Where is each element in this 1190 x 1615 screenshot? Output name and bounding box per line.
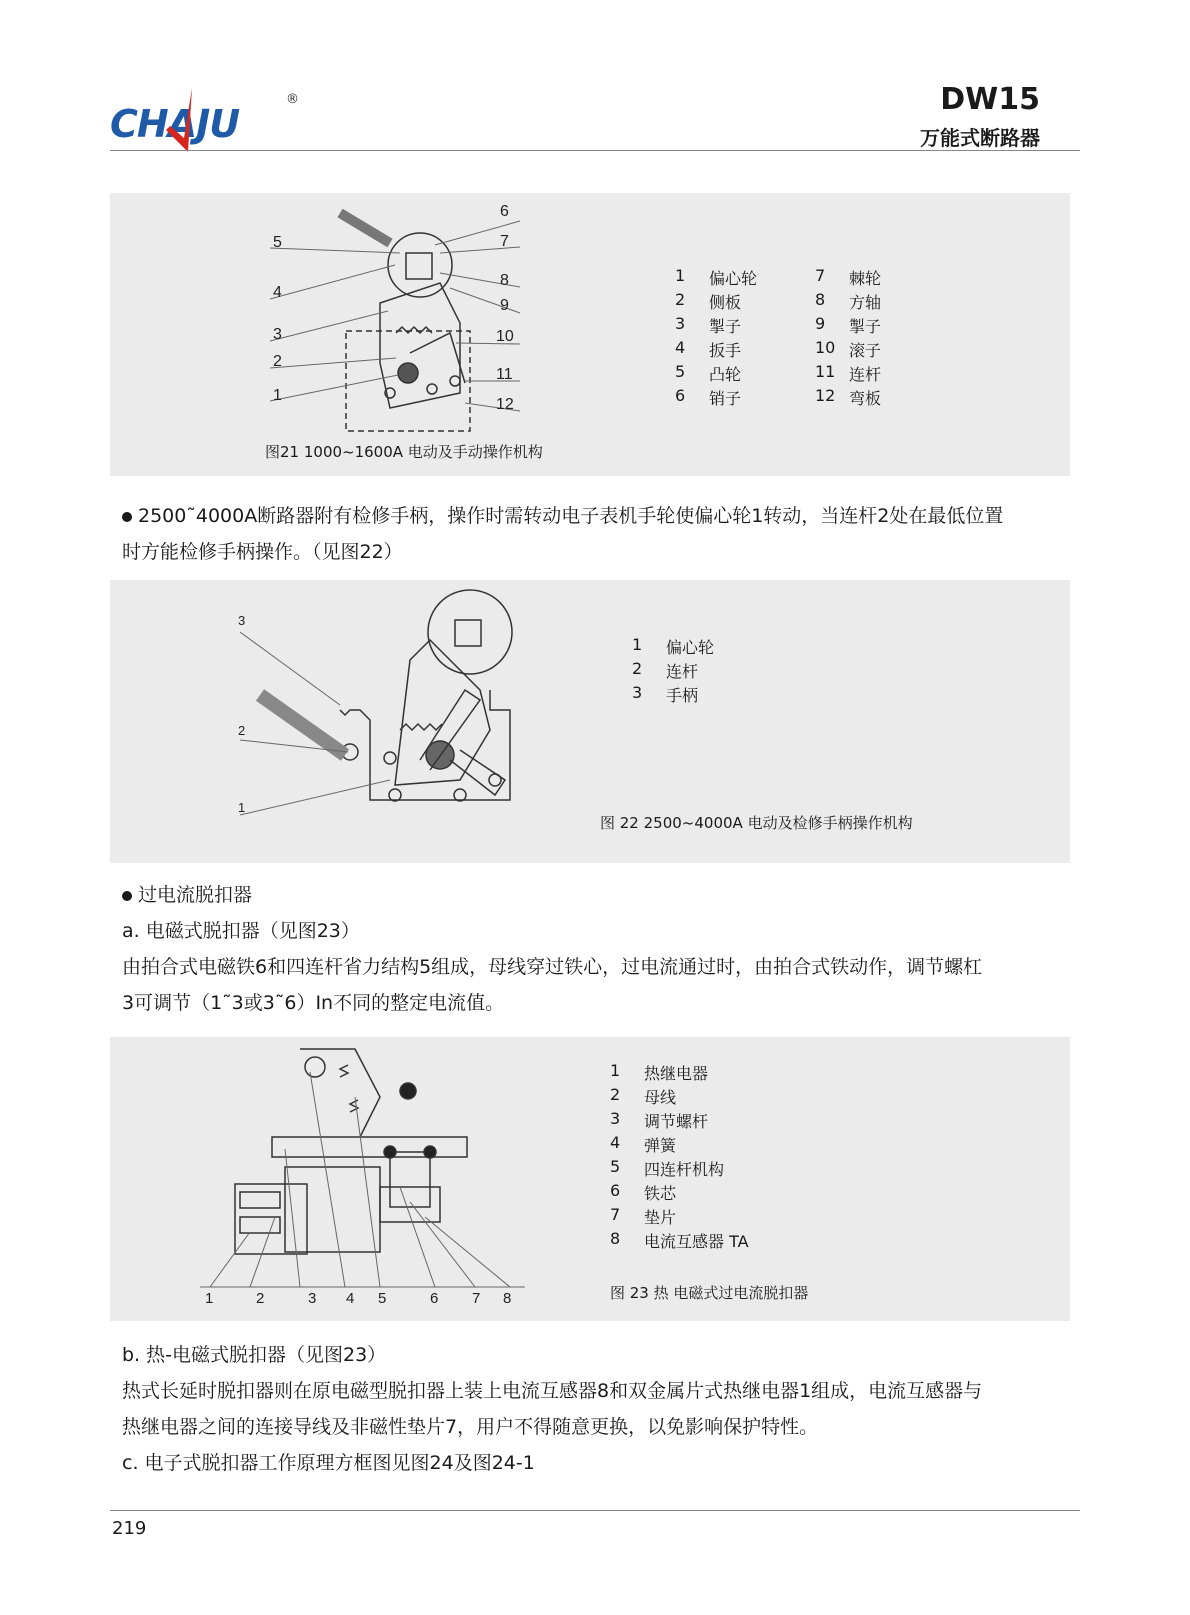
fig23-legend-item: 8 电流互感器 TA [610, 1229, 749, 1251]
fig22-legend-item: 2 连杆 [632, 659, 699, 681]
fig21-legend-item: 3 掣子 [675, 314, 742, 336]
figure-23-drawing [110, 1037, 1070, 1321]
fig23-callout-5: 5 [378, 1290, 387, 1307]
fig21-callout-2: 2 [273, 353, 282, 370]
figure-21-drawing [110, 193, 1070, 476]
registered-mark: ® [286, 92, 299, 107]
fig21-legend-item: 6 销子 [675, 386, 742, 408]
fig21-legend-item: 4 扳手 [675, 338, 742, 360]
fig22-callout-1: 1 [238, 800, 246, 815]
logo-text: CHAJU [110, 102, 240, 146]
fig23-legend-item: 4 弹簧 [610, 1133, 677, 1155]
fig22-legend-item: 1 偏心轮 [632, 635, 715, 657]
fig23-legend-item: 7 垫片 [610, 1205, 677, 1227]
page-number: 219 [112, 1518, 147, 1539]
fig23-callout-4: 4 [346, 1290, 355, 1307]
bullet-icon [122, 512, 132, 522]
fig21-caption: 图21 1000~1600A 电动及手动操作机构 [265, 443, 543, 461]
fig23-legend-item: 2 母线 [610, 1085, 677, 1107]
header-divider [110, 150, 1080, 151]
fig22-caption: 图 22 2500~4000A 电动及检修手柄操作机构 [600, 814, 913, 832]
figure-22-panel [110, 580, 1070, 863]
fig21-callout-12: 12 [496, 396, 514, 413]
logo-swoosh-icon [162, 86, 202, 154]
fig22-legend-item: 3 手柄 [632, 683, 699, 705]
fig21-callout-4: 4 [273, 284, 282, 301]
fig21-callout-1: 1 [273, 387, 282, 404]
fig23-callout-6: 6 [430, 1290, 439, 1307]
fig21-legend-item: 12 弯板 [815, 386, 882, 408]
fig21-legend-item: 7 棘轮 [815, 266, 882, 288]
fig21-legend-item: 11 连杆 [815, 362, 882, 384]
fig22-callout-2: 2 [238, 723, 246, 738]
fig21-legend-item: 2 侧板 [675, 290, 742, 312]
product-subtitle: 万能式断路器 [920, 126, 1040, 150]
fig23-caption: 图 23 热 电磁式过电流脱扣器 [610, 1284, 809, 1302]
figure-23-panel [110, 1037, 1070, 1321]
fig21-callout-3: 3 [273, 326, 282, 343]
paragraph-maintenance-handle: 2500˜4000A断路器附有检修手柄，操作时需转动电子表机手轮使偏心轮1转动，当连杆2处在最低位置 时方能检修手柄操作。（见图22） [122, 505, 1004, 563]
fig21-legend-item: 10 滚子 [815, 338, 882, 360]
subsection-c-line: c. 电子式脱扣器工作原理方框图见图24及图24-1 [122, 1452, 535, 1474]
fig21-legend-item: 8 方轴 [815, 290, 882, 312]
figure-21-panel [110, 193, 1070, 476]
fig21-callout-11: 11 [496, 366, 513, 383]
footer-divider [110, 1510, 1080, 1511]
section-heading: 过电流脱扣器 [138, 884, 253, 906]
fig21-callout-7: 7 [500, 233, 509, 250]
fig21-callout-8: 8 [500, 272, 509, 289]
figure-22-drawing [110, 580, 1070, 863]
fig22-callout-3: 3 [238, 613, 246, 628]
section-thermal-magnetic: b. 热-电磁式脱扣器（见图23） 热式长延时脱扣器则在原电磁型脱扣器上装上电流互感器8和双金属片式热继电器1组成，电流互感器与 热继电器之间的连接导线及非磁性垫片7，用户不得随意更换，以免影响保护特性。 c. 电子式脱扣器工作原理方框图见图24及图24-1 [122, 1337, 1082, 1481]
fig21-legend-item: 1 偏心轮 [675, 266, 758, 288]
fig23-callout-7: 7 [472, 1290, 481, 1307]
fig23-legend-item: 1 热继电器 [610, 1061, 709, 1083]
subsection-b-title: b. 热-电磁式脱扣器（见图23） [122, 1344, 387, 1366]
section-overcurrent: 过电流脱扣器 a. 电磁式脱扣器（见图23） 由拍合式电磁铁6和四连杆省力结构5组成，母线穿过铁心，过电流通过时，由拍合式铁动作，调节螺杠 3可调节（1˜3或3˜6）In不同的整定电流值。 [122, 877, 1082, 1021]
fig21-callout-9: 9 [500, 297, 509, 314]
fig23-legend-item: 5 四连杆机构 [610, 1157, 725, 1179]
fig23-legend-item: 3 调节螺杆 [610, 1109, 709, 1131]
brand-logo [110, 84, 310, 154]
bullet-icon [122, 891, 132, 901]
fig21-callout-6: 6 [500, 203, 509, 220]
fig21-legend-item: 9 掣子 [815, 314, 882, 336]
subsection-a-title: a. 电磁式脱扣器（见图23） [122, 920, 360, 942]
fig23-callout-1: 1 [205, 1290, 214, 1307]
fig23-callout-3: 3 [308, 1290, 317, 1307]
fig21-legend-item: 5 凸轮 [675, 362, 742, 384]
fig23-legend-item: 6 铁芯 [610, 1181, 677, 1203]
product-model: DW15 [940, 82, 1040, 117]
fig23-callout-8: 8 [503, 1290, 512, 1307]
fig21-callout-10: 10 [496, 328, 514, 345]
fig21-callout-5: 5 [273, 234, 282, 251]
fig23-callout-2: 2 [256, 1290, 265, 1307]
